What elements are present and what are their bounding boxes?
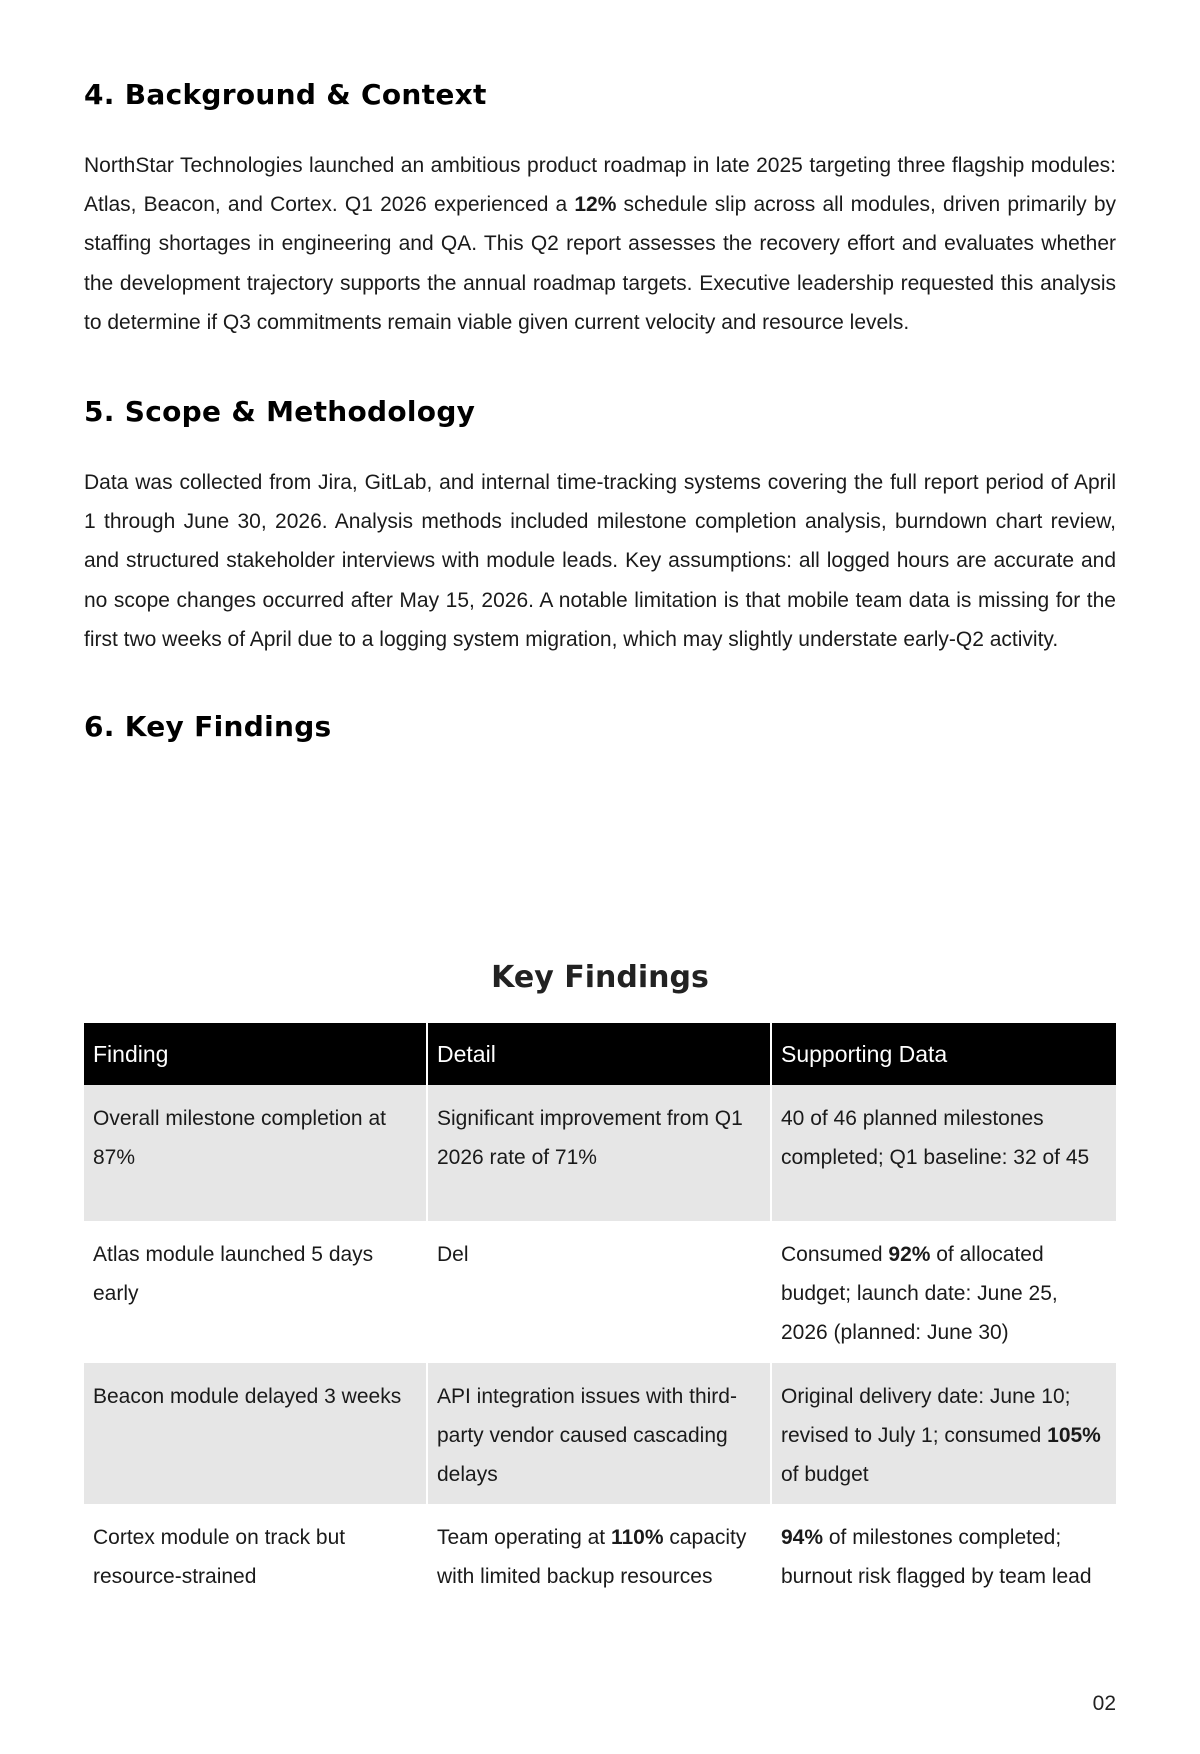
support-text-1: Original delivery date: June 10; revised to July 1; consumed: [781, 1384, 1071, 1447]
header-detail: Detail: [427, 1023, 771, 1085]
support-text-2: of milestones completed; burnout risk flagged by team lead: [781, 1526, 1092, 1589]
support-text-1: Consumed: [781, 1243, 889, 1266]
key-findings-table: [84, 1023, 1116, 1640]
support-text-2: of budget: [781, 1463, 869, 1487]
table-header-row: [84, 1023, 1116, 1085]
background-schedule-slip-value: 12%: [574, 193, 617, 217]
header-supporting-data: Supporting Data: [771, 1023, 1116, 1085]
detail-text-2: capacity with limited backup resources: [437, 1526, 747, 1589]
cell-detail: Del: [427, 1221, 771, 1363]
budget-percent: 105%: [1047, 1423, 1101, 1447]
table-title: Key Findings: [491, 960, 709, 995]
cell-supporting-data: [771, 1221, 1116, 1363]
page-number: 02: [1092, 1692, 1116, 1715]
cell-supporting-data: [771, 1504, 1116, 1640]
paragraph-scope-methodology: Data was collected from Jira, GitLab, and internal time-tracking systems covering the full report period of April 1 through June 30, 2026. Analysis methods included milestone completion analysis, burndown chart review, and structured stakeholder interviews with module leads. Key assumptions: all logged hours are accurate and no scope changes occurred after May 15, 2026. A notable limitation is that mobile team data is missing for the first two weeks of April due to a logging system migration, which may slightly understate early-Q2 activity.: [84, 471, 1116, 651]
support-text-2: of allocated budget; launch date: June 25, 2026 (planned: June 30): [781, 1243, 1058, 1345]
heading-background-context: 4. Background & Context: [84, 78, 487, 111]
capacity-percent: 110%: [610, 1526, 664, 1550]
table-row: [84, 1363, 1116, 1505]
milestone-percent: 94%: [781, 1526, 824, 1550]
document-page: [84, 0, 1116, 1754]
cell-supporting-data: [771, 1363, 1116, 1505]
detail-text-1: Team operating at: [437, 1526, 611, 1550]
heading-scope-methodology: 5. Scope & Methodology: [84, 395, 476, 428]
background-text-1: NorthStar Technologies launched an ambitious product roadmap in late 2025 targeting three flagship modules: Atlas, Beacon, and Cortex. Q1 2026 experienced a: [84, 154, 1116, 217]
table-row: [84, 1221, 1116, 1363]
paragraph-background-context: [84, 146, 1116, 342]
heading-key-findings: 6. Key Findings: [84, 710, 332, 743]
cell-detail: API integration issues with third-party vendor caused cascading delays: [427, 1363, 771, 1505]
background-text-2: schedule slip across all modules, driven primarily by staffing shortages in engineering and QA. This Q2 report assesses the recovery effort and evaluates whether the development trajectory supports the annual roadmap targets. Executive leadership requested this analysis to determine if Q3 commitments remain viable given current velocity and resource levels.: [84, 193, 1116, 334]
cell-finding: Overall milestone completion at 87%: [84, 1085, 427, 1221]
cell-finding: Atlas module launched 5 days early: [84, 1221, 427, 1363]
table-row: [84, 1504, 1116, 1640]
cell-detail: Significant improvement from Q1 2026 rate of 71%: [427, 1085, 771, 1221]
table-row: [84, 1085, 1116, 1221]
budget-percent: 92%: [888, 1243, 931, 1266]
cell-finding: Beacon module delayed 3 weeks: [84, 1363, 427, 1505]
cell-detail: [427, 1504, 771, 1640]
cell-supporting-data: 40 of 46 planned milestones completed; Q1 baseline: 32 of 45: [771, 1085, 1116, 1221]
header-finding: Finding: [84, 1023, 427, 1085]
cell-finding: Cortex module on track but resource-strained: [84, 1504, 427, 1640]
